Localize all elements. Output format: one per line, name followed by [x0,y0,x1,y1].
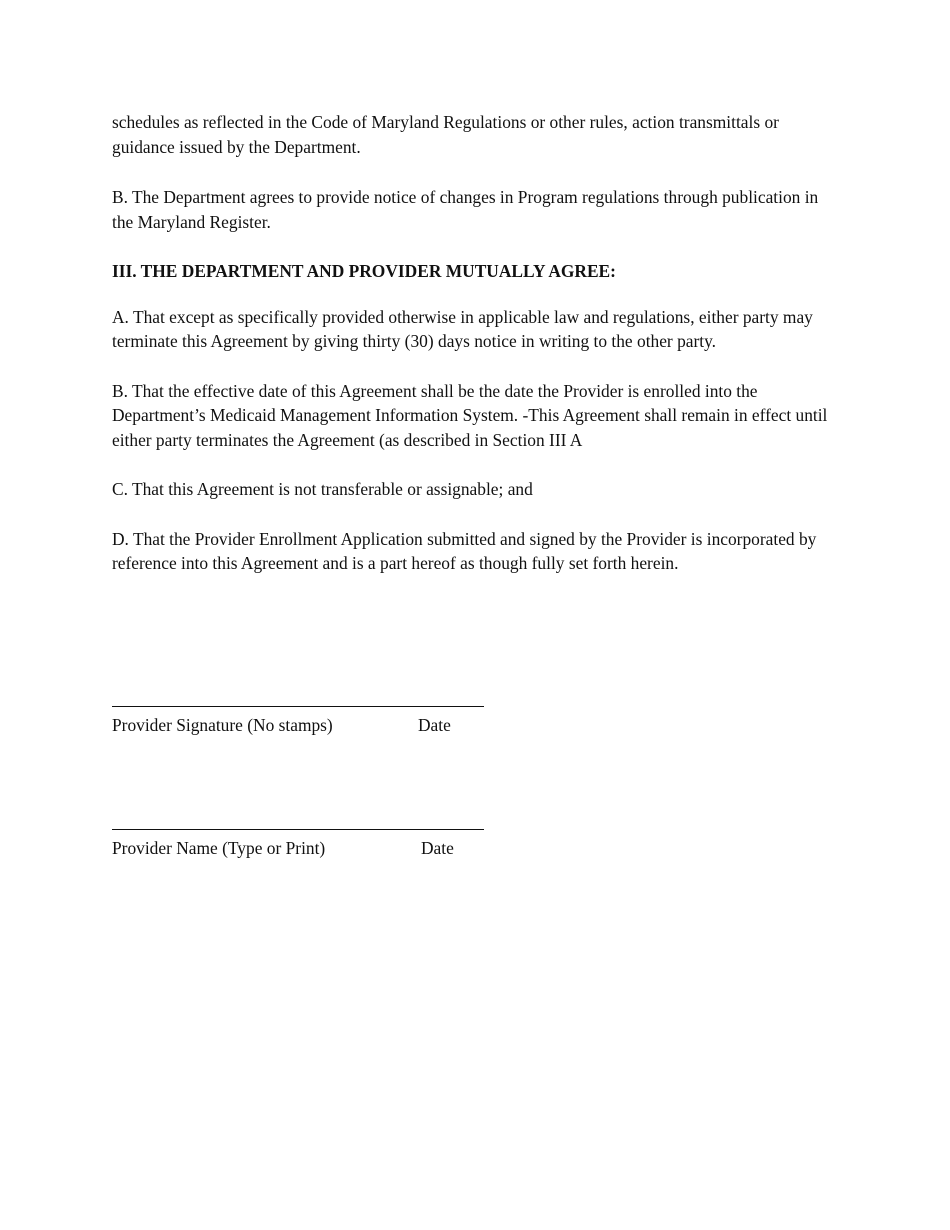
provider-name-label: Provider Name (Type or Print) [112,838,326,858]
name-date-label: Date [421,838,454,858]
name-line [112,829,484,830]
section-iii-b-paragraph: B. That the effective date of this Agreement shall be the date the Provider is enrolled into the Department’s Medicaid Management Information System. -This Agreement shall remain in effect until either party terminates the Agreement (as described in Section III A [112,380,828,450]
provider-name-block [112,829,484,860]
section-ii-b-paragraph: B. The Department agrees to provide notice of changes in Program regulations through publication in the Maryland Register. [112,187,819,232]
section-iii-c-paragraph: C. That this Agreement is not transferable or assignable; and [112,479,533,499]
section-iii-heading: III. THE DEPARTMENT AND PROVIDER MUTUALLY AGREE: [112,261,616,281]
signature-labels [112,713,484,737]
provider-signature-label: Provider Signature (No stamps) [112,715,333,735]
continuation-paragraph: schedules as reflected in the Code of Maryland Regulations or other rules, action transmittals or guidance issued by the Department. [112,112,779,157]
section-iii-d-paragraph: D. That the Provider Enrollment Application submitted and signed by the Provider is incorporated by reference into this Agreement and is a part hereof as though fully set forth herein. [112,528,817,573]
signature-date-label: Date [418,715,451,735]
name-labels [112,836,484,860]
document-body [112,110,842,601]
section-iii-a-paragraph: A. That except as specifically provided otherwise in applicable law and regulations, either party may terminate this Agreement by giving thirty (30) days notice in writing to the other party. [112,306,813,351]
provider-signature-block [112,706,484,737]
signature-line [112,706,484,707]
